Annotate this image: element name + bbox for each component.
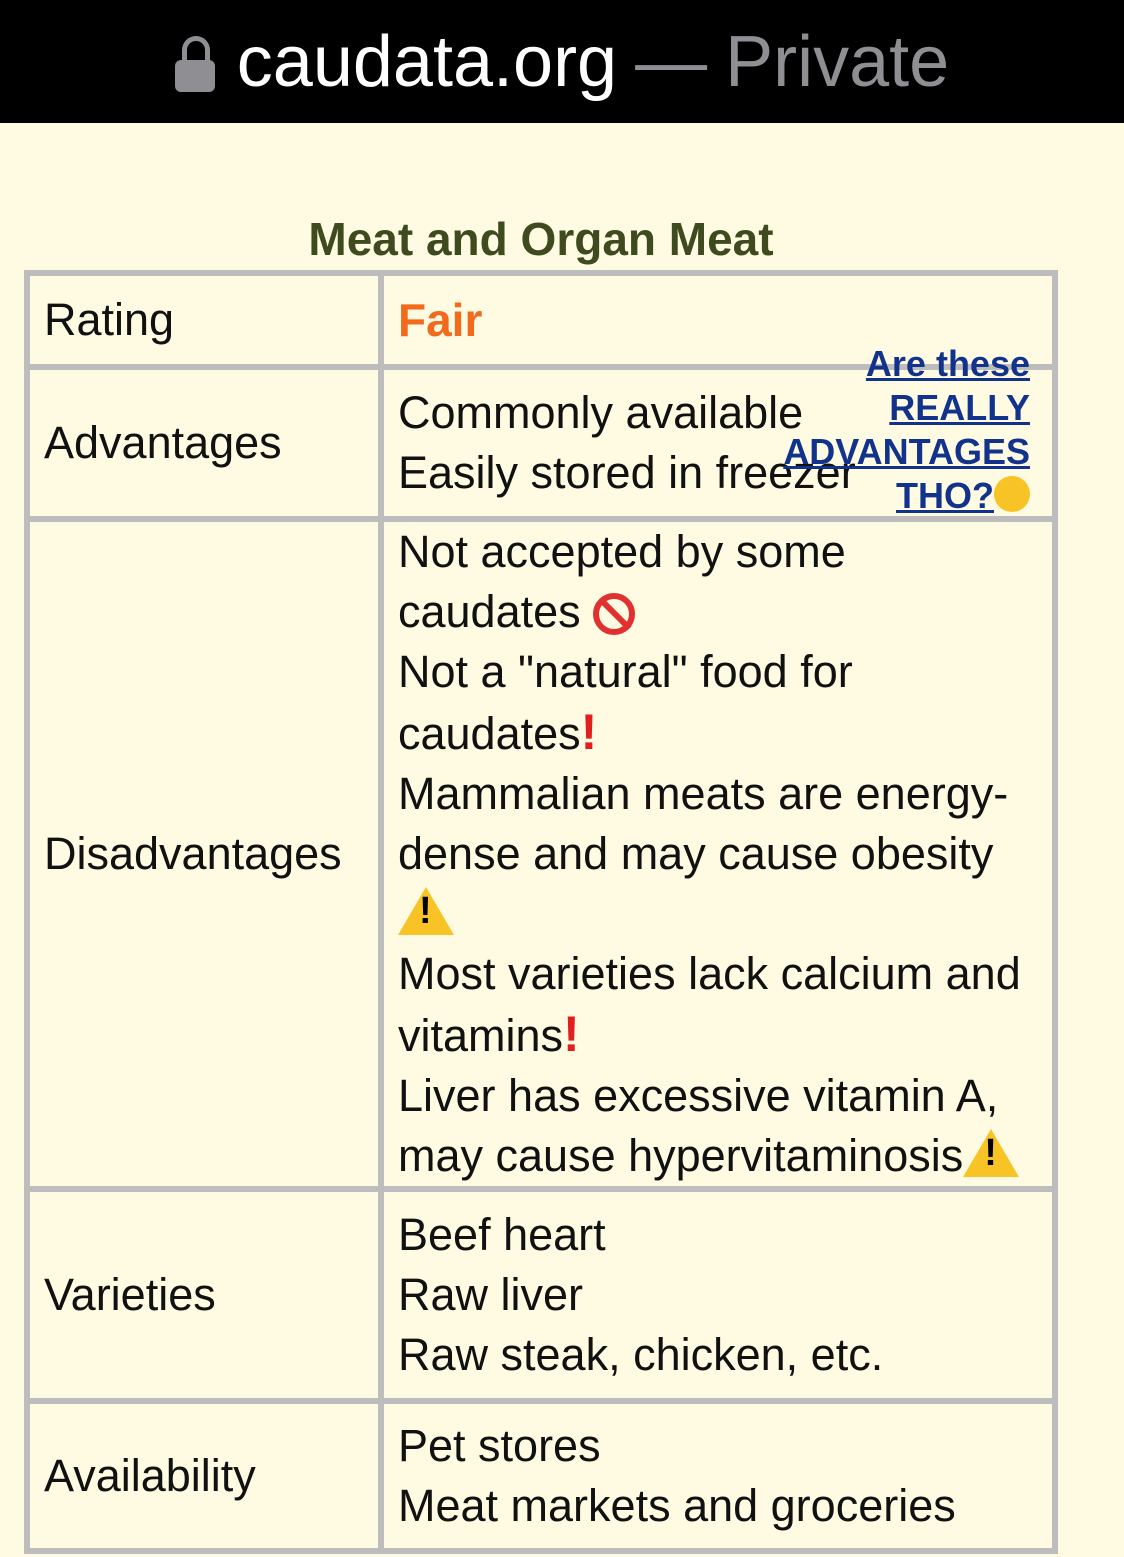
rating-label: Rating bbox=[27, 273, 381, 367]
disadvantage-item bbox=[398, 642, 1038, 764]
advantages-row bbox=[27, 367, 1055, 519]
disadvantage-item bbox=[398, 1066, 1038, 1186]
advantage-item: Easily stored in freezer bbox=[398, 447, 856, 498]
food-rating-table bbox=[24, 270, 1058, 1554]
disadvantage-text: Not accepted by some caudates bbox=[398, 526, 846, 637]
varieties-label: Varieties bbox=[27, 1189, 381, 1401]
thinking-face-icon bbox=[994, 476, 1030, 512]
disadvantage-text: Liver has excessive vitamin A, may cause hypervitaminosis bbox=[398, 1070, 999, 1181]
private-mode-label: Private bbox=[725, 21, 950, 102]
varieties-row bbox=[27, 1189, 1055, 1401]
annotation-line: ADVANTAGES bbox=[783, 431, 1030, 472]
availability-row bbox=[27, 1401, 1055, 1551]
address-bar[interactable] bbox=[0, 0, 1124, 123]
annotation-line bbox=[783, 474, 1030, 518]
disadvantage-item bbox=[398, 944, 1038, 1066]
disadvantage-text: Most varieties lack calcium and vitamins bbox=[398, 948, 1021, 1061]
exclamation-icon: ! bbox=[563, 1006, 580, 1062]
variety-item: Beef heart bbox=[398, 1209, 606, 1260]
availability-item: Pet stores bbox=[398, 1420, 601, 1471]
domain-text: caudata.org bbox=[236, 21, 618, 102]
lock-icon bbox=[175, 36, 215, 94]
variety-item: Raw steak, chicken, etc. bbox=[398, 1329, 884, 1380]
annotation-line: Are these bbox=[865, 343, 1030, 384]
no-entry-icon bbox=[593, 593, 635, 635]
disadvantage-text: Mammalian meats are energy-dense and may cause obesity bbox=[398, 768, 1009, 879]
separator-dash: — bbox=[635, 21, 708, 102]
availability-label: Availability bbox=[27, 1401, 381, 1551]
annotation-link[interactable] bbox=[783, 342, 1030, 518]
rating-value: Fair bbox=[398, 293, 483, 346]
disadvantage-text: Not a "natural" food for caudates bbox=[398, 646, 853, 759]
annotation-line: REALLY bbox=[889, 387, 1030, 428]
disadvantage-item bbox=[398, 764, 1038, 944]
variety-item: Raw liver bbox=[398, 1269, 584, 1320]
exclamation-icon: ! bbox=[580, 704, 598, 760]
advantage-item: Commonly available bbox=[398, 387, 804, 438]
varieties-cell bbox=[381, 1189, 1055, 1401]
warning-icon bbox=[398, 887, 454, 935]
disadvantages-cell bbox=[381, 519, 1055, 1189]
table-caption: Meat and Organ Meat bbox=[308, 213, 774, 265]
disadvantage-item bbox=[398, 522, 1038, 642]
advantages-cell bbox=[381, 343, 1055, 519]
availability-item: Meat markets and groceries bbox=[398, 1480, 956, 1531]
disadvantages-label: Disadvantages bbox=[27, 519, 381, 1189]
advantages-label: Advantages bbox=[27, 367, 381, 519]
warning-icon bbox=[963, 1129, 1019, 1177]
availability-cell bbox=[381, 1401, 1055, 1551]
annotation-line-text: THO? bbox=[896, 475, 994, 516]
disadvantages-row bbox=[27, 519, 1055, 1189]
